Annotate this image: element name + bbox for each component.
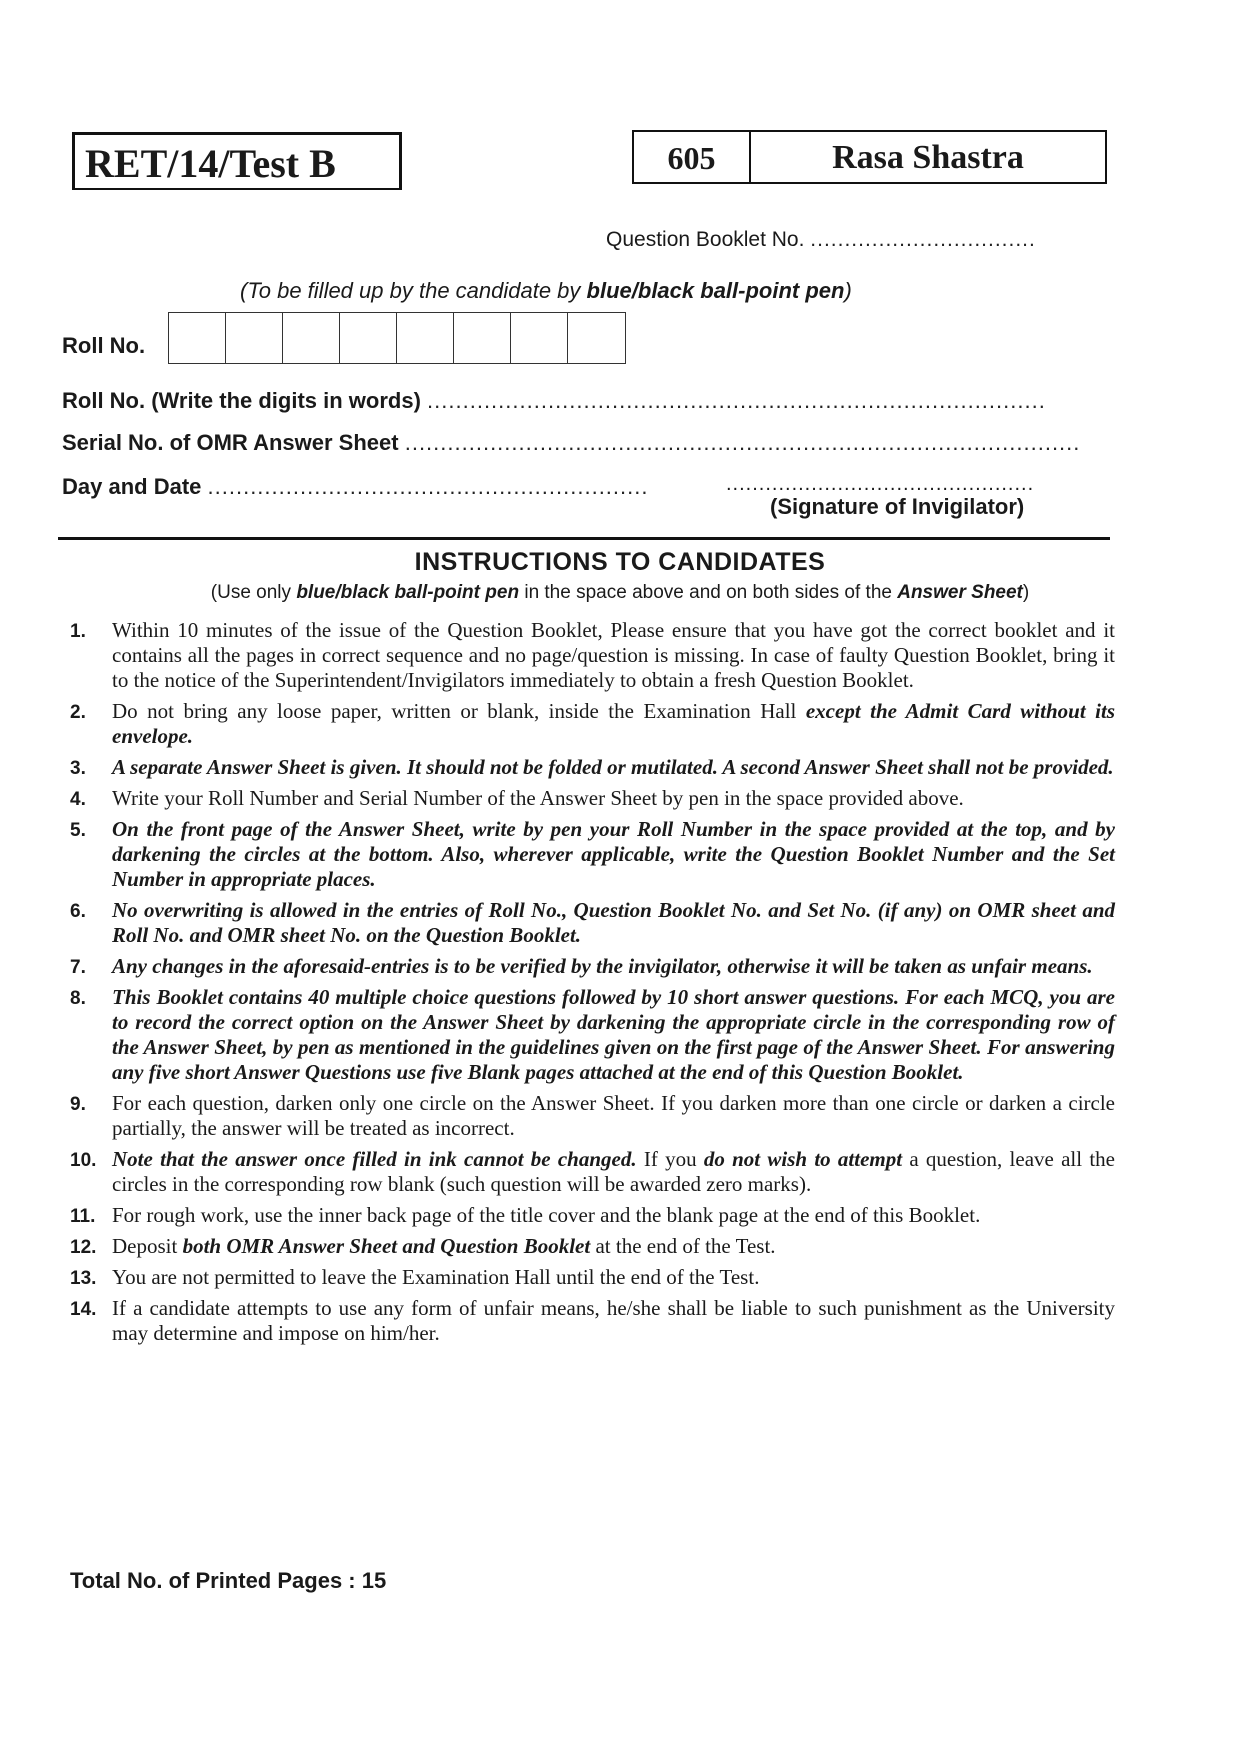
instructions-subtitle [0, 582, 1240, 604]
instruction-segment: at the end of the Test. [590, 1234, 776, 1258]
divider [58, 537, 1110, 540]
instruction-text [112, 954, 1115, 979]
instruction-number: 4. [70, 789, 86, 810]
instruction-text [112, 1091, 1115, 1141]
instruction-item [70, 755, 1115, 780]
roll-digit-box[interactable] [283, 313, 340, 363]
day-date-label: Day and Date [62, 474, 202, 499]
subject-name: Rasa Shastra [832, 139, 1024, 176]
roll-words-field[interactable] [62, 388, 1046, 414]
instruction-item [70, 786, 1115, 811]
instruction-segment: Any changes in the aforesaid-entries is to be verified by the invigilator, otherwise it will be taken as unfair means. [112, 954, 1093, 978]
subject-code: 605 [634, 132, 751, 182]
instruction-number: 3. [70, 758, 86, 779]
sub-em1: blue/black ball-point pen [296, 582, 520, 603]
instruction-segment: do not wish to attempt [703, 1147, 903, 1171]
instruction-segment: For rough work, use the inner back page of the title cover and the blank page at the end of this Booklet. [112, 1203, 981, 1227]
instruction-segment: except the Admit Card without its envelope. [112, 699, 1115, 748]
instruction-text [112, 618, 1115, 693]
fill-note-after: ) [844, 278, 852, 303]
day-date-field[interactable] [62, 474, 648, 500]
instruction-number: 10. [70, 1150, 97, 1171]
sub-after: ) [1022, 582, 1030, 603]
omr-serial-dots: ............................................................................................... [404, 430, 1081, 455]
instruction-item [70, 817, 1115, 892]
instruction-segment: You are not permitted to leave the Examination Hall until the end of the Test. [112, 1265, 760, 1289]
roll-words-dots: ....................................................................................... [427, 388, 1046, 413]
instruction-segment: No overwriting is allowed in the entries of Roll No., Question Booklet No. and Set No. (if any) on OMR sheet and Roll No. and OMR sheet No. on the Question Booklet. [112, 898, 1115, 947]
instruction-text [112, 1265, 1115, 1290]
instruction-text [112, 985, 1115, 1085]
instruction-number: 11. [70, 1206, 96, 1227]
sub-em2: Answer Sheet [897, 582, 1023, 603]
sub-before: (Use only [210, 582, 297, 603]
instruction-number: 13. [70, 1268, 97, 1289]
instruction-segment: On the front page of the Answer Sheet, write by pen your Roll Number in the space provided at the top, and by darkening the circles at the bottom. Also, wherever applicable, write the Question Booklet Number and the Set Number in appropriate places. [112, 817, 1115, 891]
instruction-text [112, 755, 1115, 780]
instruction-number: 5. [70, 820, 86, 841]
instruction-segment: Deposit [112, 1234, 183, 1258]
instruction-item [70, 1265, 1115, 1290]
roll-digit-box[interactable] [568, 313, 625, 363]
booklet-dots: ................................. [810, 228, 1036, 251]
instruction-segment: A separate Answer Sheet is given. It should not be folded or mutilated. A second Answer Sheet shall not be provided. [112, 755, 1114, 779]
instruction-segment: If a candidate attempts to use any form of unfair means, he/she shall be liable to such punishment as the University may determine and impose on him/her. [112, 1296, 1115, 1345]
question-booklet-no[interactable] [606, 228, 1036, 252]
instructions-list [70, 618, 1115, 1352]
instruction-item [70, 985, 1115, 1085]
roll-words-label: Roll No. (Write the digits in words) [62, 388, 421, 413]
instruction-number: 8. [70, 988, 86, 1009]
sub-mid: in the space above and on both sides of the [519, 582, 898, 603]
instruction-number: 6. [70, 901, 86, 922]
instruction-item [70, 1091, 1115, 1141]
instruction-item [70, 1147, 1115, 1197]
instruction-text [112, 786, 1115, 811]
roll-digit-box[interactable] [226, 313, 283, 363]
instruction-segment: If you [636, 1147, 704, 1171]
day-date-dots: .............................................................. [207, 474, 649, 499]
omr-serial-field[interactable] [62, 430, 1080, 456]
instruction-number: 9. [70, 1094, 86, 1115]
instruction-text [112, 1234, 1115, 1259]
instruction-item [70, 954, 1115, 979]
instruction-text [112, 898, 1115, 948]
instruction-item [70, 618, 1115, 693]
roll-no-grid[interactable] [168, 312, 626, 364]
instruction-segment: Write your Roll Number and Serial Number of the Answer Sheet by pen in the space provided above. [112, 786, 964, 810]
roll-digit-box[interactable] [169, 313, 226, 363]
instructions-title: INSTRUCTIONS TO CANDIDATES [414, 548, 826, 576]
instruction-text [112, 1147, 1115, 1197]
instruction-segment: Do not bring any loose paper, written or blank, inside the Examination Hall [112, 699, 806, 723]
fill-note [240, 278, 852, 304]
instruction-item [70, 1203, 1115, 1228]
instruction-text [112, 699, 1115, 749]
fill-note-before: (To be filled up by the candidate by [240, 278, 587, 303]
instruction-number: 1. [70, 621, 86, 642]
instruction-text [112, 817, 1115, 892]
fill-note-emphasis: blue/black ball-point pen [586, 278, 845, 303]
roll-digit-box[interactable] [454, 313, 511, 363]
instruction-text [112, 1296, 1115, 1346]
roll-digit-box[interactable] [397, 313, 454, 363]
booklet-label: Question Booklet No. [606, 228, 805, 251]
instruction-item [70, 699, 1115, 749]
instruction-item [70, 1234, 1115, 1259]
signature-line[interactable]: ............................................... [726, 473, 1035, 495]
subject-box [632, 130, 1107, 184]
instruction-segment: Note that the answer once filled in ink cannot be changed. [112, 1147, 637, 1171]
roll-digit-box[interactable] [511, 313, 568, 363]
instruction-item [70, 1296, 1115, 1346]
instruction-number: 7. [70, 957, 86, 978]
signature-label: (Signature of Invigilator) [770, 494, 1025, 519]
instruction-item [70, 898, 1115, 948]
instruction-text [112, 1203, 1115, 1228]
exam-code: RET/14/Test B [85, 141, 336, 186]
total-pages: Total No. of Printed Pages : 15 [70, 1568, 387, 1593]
omr-serial-label: Serial No. of OMR Answer Sheet [62, 430, 399, 455]
instruction-segment: both OMR Answer Sheet and Question Booklet [182, 1234, 591, 1258]
instruction-segment: This Booklet contains 40 multiple choice questions followed by 10 short answer questions. For each MCQ, you are to record the correct option on the Answer Sheet by darkening the appropriate circle in the corresponding row of the Answer Sheet, by pen as mentioned in the guidelines given on the first page of the Answer Sheet. For answering any five short Answer Questions use five Blank pages attached at the end of this Question Booklet. [112, 985, 1115, 1084]
roll-no-label: Roll No. [62, 333, 146, 358]
roll-digit-box[interactable] [340, 313, 397, 363]
exam-code-box [72, 132, 402, 190]
instruction-number: 14. [70, 1299, 97, 1320]
instruction-number: 2. [70, 702, 86, 723]
instruction-number: 12. [70, 1237, 97, 1258]
instruction-segment: a question, leave all the circles in the corresponding row blank (such question will be awarded zero marks). [112, 1147, 1115, 1196]
instruction-segment: For each question, darken only one circle on the Answer Sheet. If you darken more than one circle or darken a circle partially, the answer will be treated as incorrect. [112, 1091, 1115, 1140]
instruction-segment: Within 10 minutes of the issue of the Question Booklet, Please ensure that you have got the correct booklet and it contains all the pages in correct sequence and no page/question is missing. In case of faulty Question Booklet, bring it to the notice of the Superintendent/Invigilators immediately to obtain a fresh Question Booklet. [112, 618, 1115, 692]
